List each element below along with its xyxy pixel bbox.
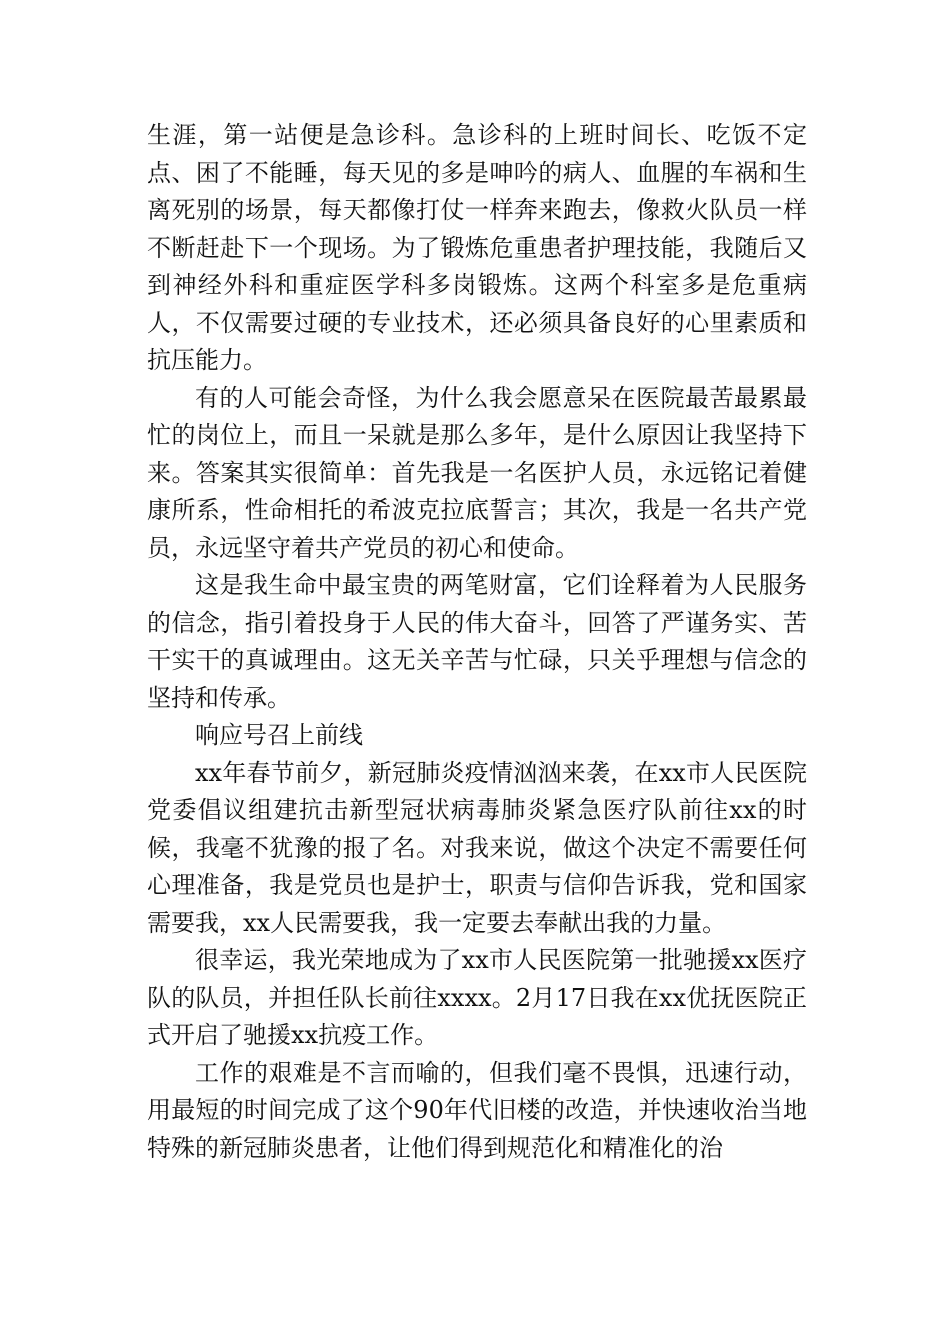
section-heading: 响应号召上前线: [195, 721, 363, 749]
paragraph-4: xx年春节前夕，新冠肺炎疫情汹汹来袭，在xx市人民医院党委倡议组建抗击新型冠状病毒肺炎紧急医疗队前往xx的时候，我毫不犹豫的报了名。对我来说，做这个决定不需要任何心理准备，我是党员也是护士，职责与信仰告诉我，党和国家需要我，xx人民需要我，我一定要去奉献出我的力量。: [147, 758, 807, 937]
paragraph-6: 工作的艰难是不言而喻的，但我们毫不畏惧，迅速行动，用最短的时间完成了这个90年代旧楼的改造，并快速收治当地特殊的新冠肺炎患者，让他们得到规范化和精准化的治: [147, 1058, 807, 1162]
paragraph-2: 有的人可能会奇怪，为什么我会愿意呆在医院最苦最累最忙的岗位上，而且一呆就是那么多年，是什么原因让我坚持下来。答案其实很简单：首先我是一名医护人员，永远铭记着健康所系，性命相托的希波克拉底誓言；其次，我是一名共产党员，永远坚守着共产党员的初心和使命。: [147, 383, 807, 562]
paragraph-1: 生涯，第一站便是急诊科。急诊科的上班时间长、吃饭不定点、困了不能睡，每天见的多是呻吟的病人、血腥的车祸和生离死别的场景，每天都像打仗一样奔来跑去，像救火队员一样不断赶赴下一个现场。为了锻炼危重患者护理技能，我随后又到神经外科和重症医学科多岗锻炼。这两个科室多是危重病人，不仅需要过硬的专业技术，还必须具备良好的心里素质和抗压能力。: [147, 121, 807, 374]
document-page: [147, 117, 807, 1167]
paragraph-3: 这是我生命中最宝贵的两笔财富，它们诠释着为人民服务的信念，指引着投身于人民的伟大奋斗，回答了严谨务实、苦干实干的真诚理由。这无关辛苦与忙碌，只关乎理想与信念的坚持和传承。: [147, 571, 807, 712]
paragraph-5: 很幸运，我光荣地成为了xx市人民医院第一批驰援xx医疗队的队员，并担任队长前往xxxx。2月17日我在xx优抚医院正式开启了驰援xx抗疫工作。: [147, 946, 807, 1049]
